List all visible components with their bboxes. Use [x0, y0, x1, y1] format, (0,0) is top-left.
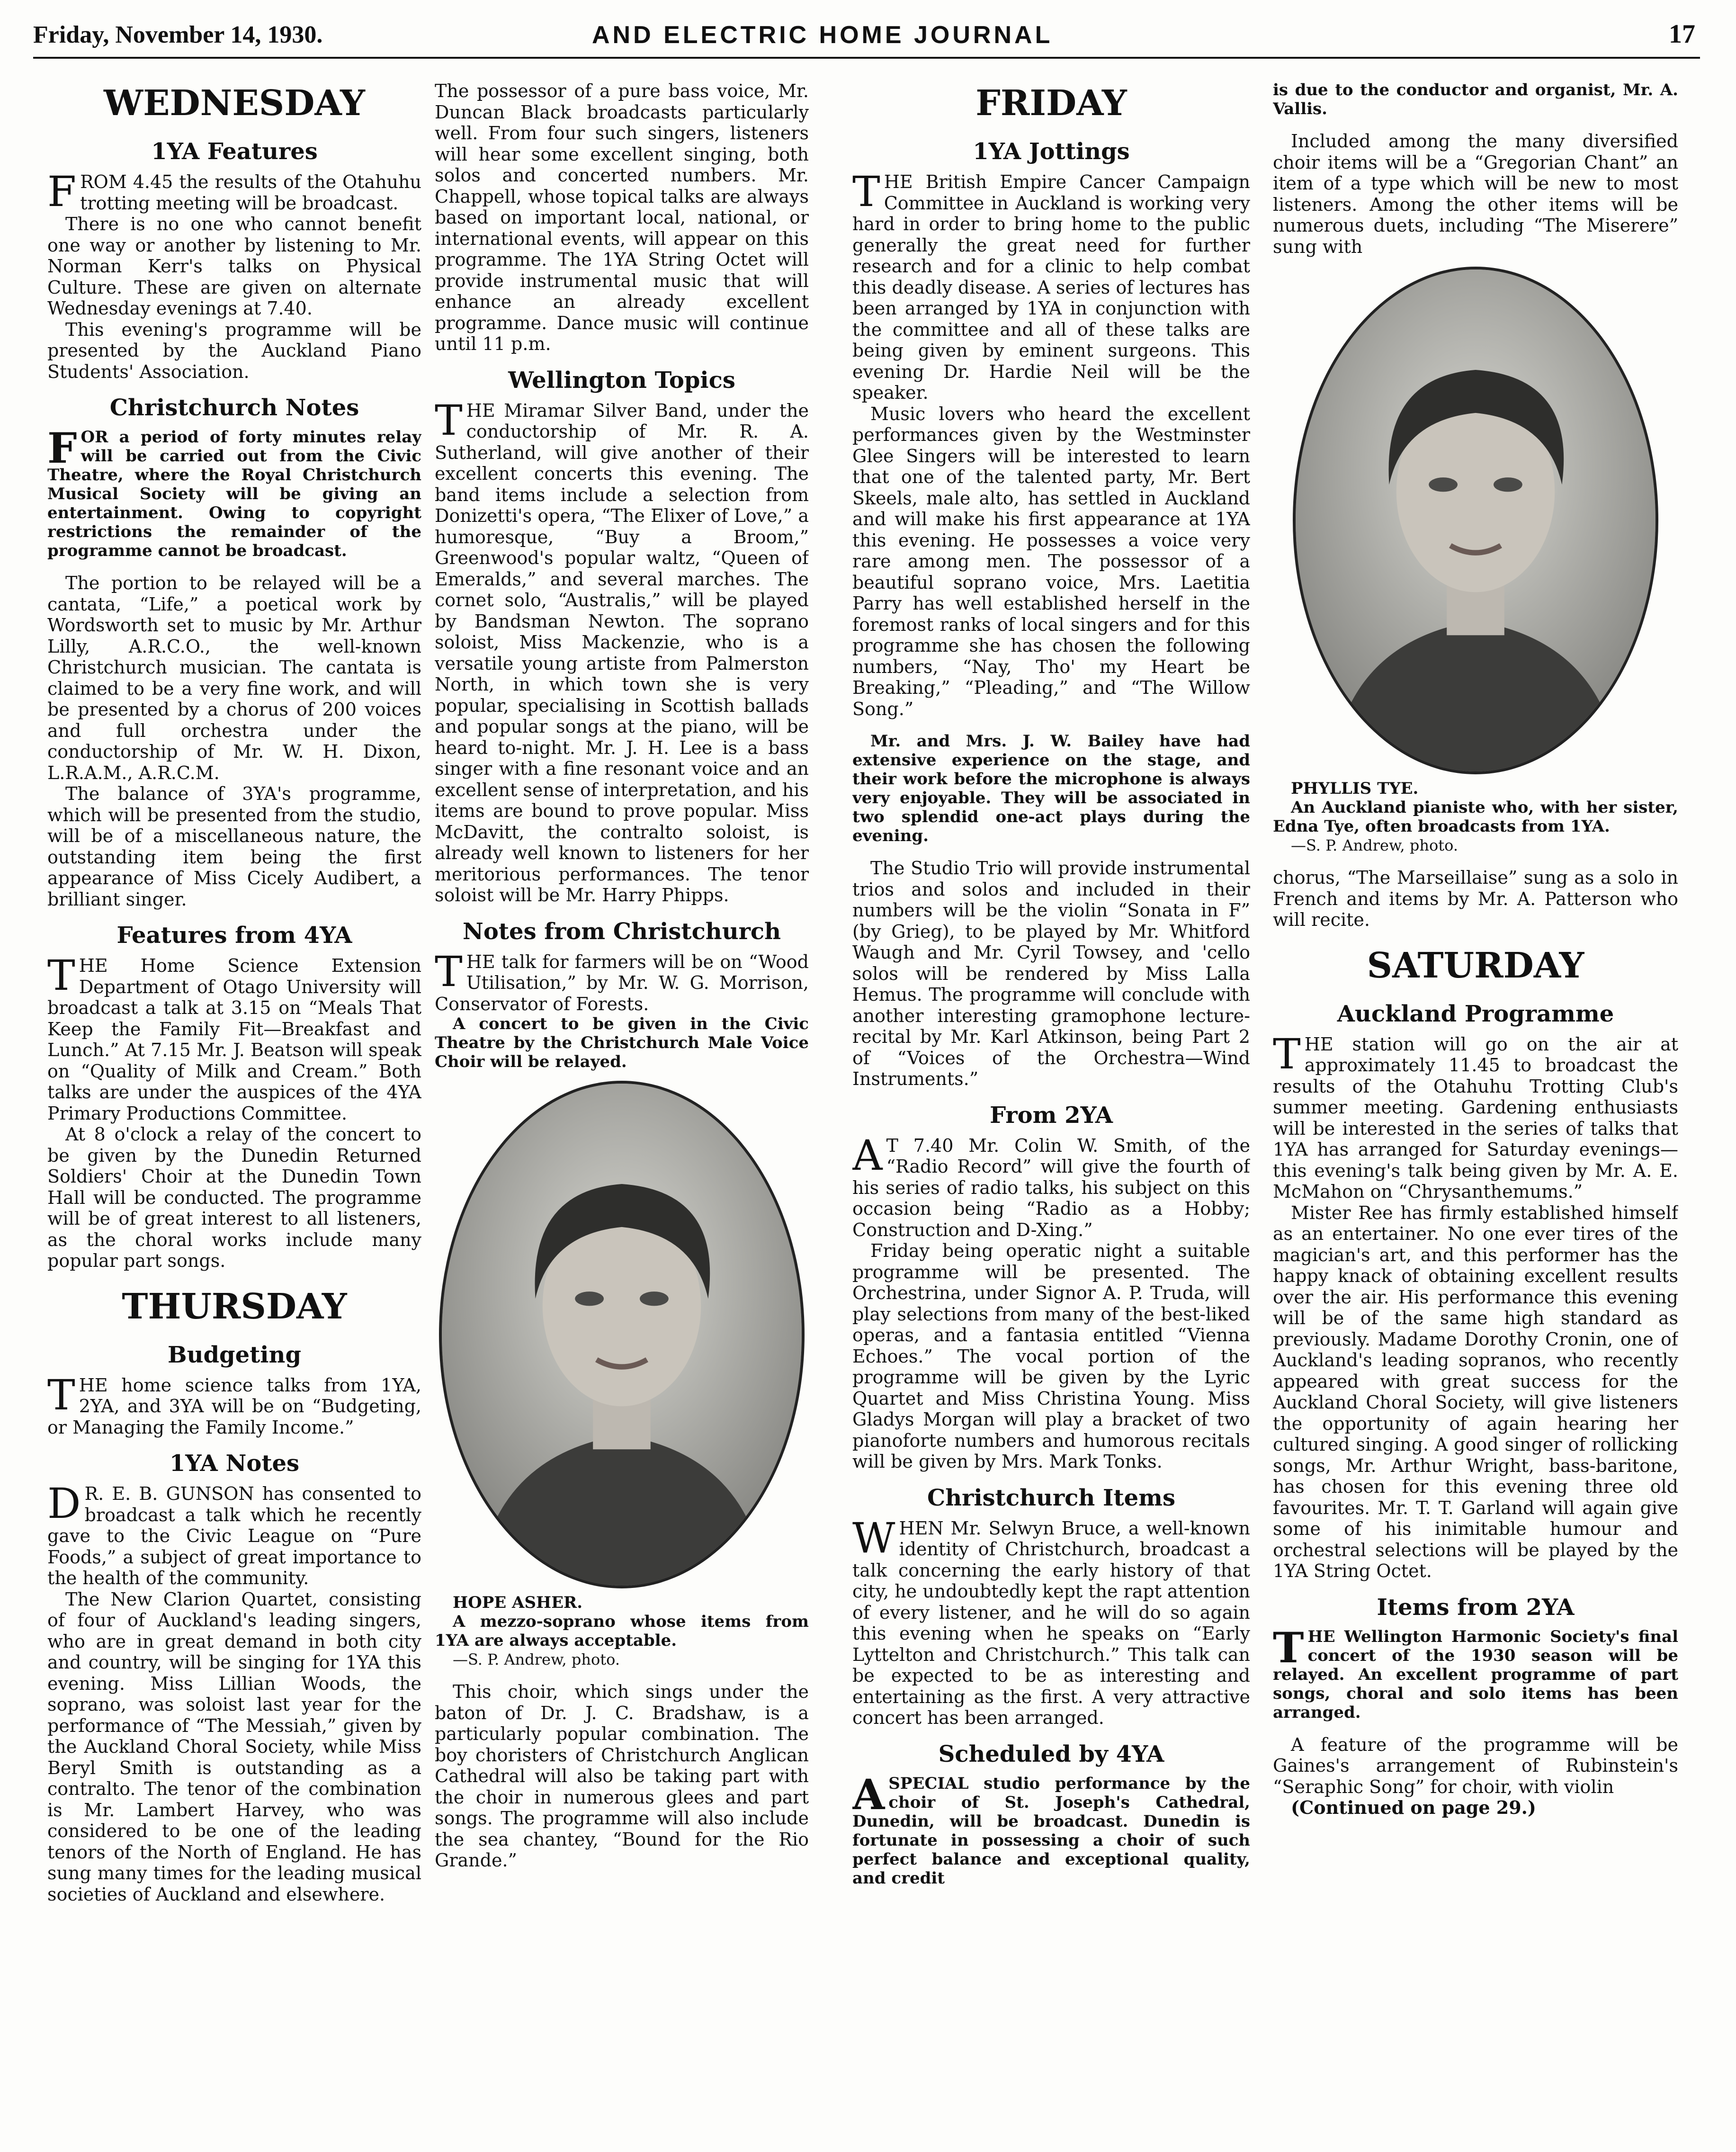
paragraph-text: 7.40 Mr. Colin W. Smith, of the “Radio Record” will give the fourth of his series of radio talks, his subject on this occasion being “Radio as a Hobby; Construction and D-Xing.” — [852, 1135, 1250, 1240]
lead-in: HE — [79, 955, 108, 976]
spacer — [1273, 931, 1678, 943]
paragraph — [852, 1513, 1250, 1729]
paragraph-text: is due to the conductor and organist, Mr. A. Vallis. — [1273, 81, 1678, 118]
lead-in: HE — [1307, 1627, 1335, 1646]
paragraph-text: Home Science Extension Department of Otago University will broadcast a talk at 3.15 on “Meals That Keep the Family Fit—Breakfast and Lunch.” At 7.15 Mr. J. Beatson will speak on “Quality of Milk and Cream.” Both talks are under the auspices of the 4YA Primary Productions Committee. — [47, 955, 421, 1124]
section-heading: Notes from Christchurch — [462, 918, 781, 945]
section-heading: Wellington Topics — [508, 367, 735, 394]
spacer — [47, 560, 421, 573]
paragraph — [1273, 1623, 1678, 1722]
spacer — [435, 1669, 809, 1681]
spacer — [47, 1272, 421, 1284]
continued-note: (Continued on page 29.) — [1291, 1797, 1536, 1818]
drop-cap: T — [1273, 1623, 1304, 1672]
drop-cap: T — [435, 947, 463, 996]
paragraph-text: E. B. GUNSON has consented to broadcast a talk which he recently gave to the Civic League on “Pure Foods,” a subject of great importance to the health of the community. — [47, 1483, 421, 1588]
day-heading: SATURDAY — [1367, 945, 1584, 986]
column-3 — [852, 81, 1250, 2117]
section-heading: Auckland Programme — [1337, 1000, 1614, 1027]
section-heading: From 2YA — [990, 1102, 1113, 1129]
lead-in: HE — [79, 1374, 108, 1396]
section-heading: Christchurch Notes — [109, 395, 359, 421]
paragraph — [47, 214, 421, 319]
lead-in: HE — [1304, 1033, 1333, 1055]
paragraph — [1273, 1029, 1678, 1202]
paragraph — [47, 167, 421, 216]
paragraph — [47, 1124, 421, 1272]
photo-caption: PHYLLIS TYE. — [1291, 779, 1419, 798]
lead-in: R. — [84, 1483, 104, 1504]
section-heading: Scheduled by 4YA — [938, 1740, 1164, 1767]
section-heading: 1YA Notes — [169, 1450, 300, 1477]
paragraph-text: The balance of 3YA's programme, which will be presented from the studio, will be of a miscellaneous nature, the outstanding item being the first appearance of Miss Cicely Audibert, a brilliant singer. — [47, 783, 421, 910]
paragraph — [852, 858, 1250, 1090]
paragraph — [852, 1130, 1250, 1241]
drop-cap: W — [852, 1513, 895, 1562]
paragraph — [1273, 1202, 1678, 1582]
lead-in: ROM — [80, 171, 127, 192]
portrait-photo — [1293, 267, 1658, 774]
photo-caption: HOPE ASHER. — [453, 1593, 583, 1612]
paragraph-text: 4.45 the results of the Otahuhu trotting meeting will be broadcast. — [80, 171, 421, 214]
lead-in: HE — [466, 951, 495, 972]
paragraph-text: A feature of the programme will be Gaines's arrangement of Rubinstein's “Seraphic Song” for choir, with violin — [1273, 1734, 1678, 1797]
section-heading: Items from 2YA — [1377, 1594, 1575, 1621]
paragraph — [47, 783, 421, 910]
spacer — [852, 845, 1250, 858]
column-1 — [47, 81, 421, 2117]
paragraph-text: British Empire Cancer Campaign Committee in Auckland is working very hard in order to bring home to the public generally the great need for further research and for a clinic to help combat this deadly disease. A series of lectures has been arranged by 1YA in conjunction with the committee and all of these talks are being given by eminent surgeons. This evening Dr. Hardie Neil will be the speaker. — [852, 171, 1250, 403]
lead-in: HE — [884, 171, 913, 192]
spacer — [1273, 118, 1678, 131]
paragraph-text: Wellington Harmonic Society's final concert of the 1930 season will be relayed. An excellent programme of part songs, choral and solo items has been arranged. — [1273, 1627, 1678, 1722]
paragraph — [435, 1014, 809, 1071]
paragraph — [435, 947, 809, 1015]
day-heading: WEDNESDAY — [104, 83, 365, 124]
masthead — [33, 14, 1700, 59]
spacer — [1273, 855, 1678, 867]
drop-cap: F — [47, 167, 77, 216]
lead-in: HEN — [899, 1517, 944, 1539]
spacer — [1273, 1722, 1678, 1734]
paragraph — [47, 319, 421, 383]
drop-cap: D — [47, 1479, 81, 1528]
page-number: 17 — [1669, 19, 1695, 49]
drop-cap: T — [1273, 1029, 1301, 1078]
paragraph-text: chorus, “The Marseillaise” sung as a solo in French and items by Mr. A. Patterson who will recite. — [1273, 867, 1678, 930]
section-heading: 1YA Jottings — [973, 138, 1130, 165]
drop-cap: T — [47, 951, 75, 1000]
paragraph — [852, 404, 1250, 720]
drop-cap: T — [435, 395, 463, 445]
photo-caption: A mezzo-soprano whose items from 1YA are always acceptable. — [435, 1612, 809, 1650]
column-2 — [435, 81, 809, 2117]
paragraph — [852, 1769, 1250, 1888]
paragraph-text: Friday being operatic night a suitable programme will be presented. The Orchestrina, under Signor A. P. Truda, will play selections from many of the best-liked operas, and a fantasia entitled “Vienna Echoes.” The vocal portion of the programme will be given by the Lyric Quartet and Miss Christina Young. Miss Gladys Morgan will play a bracket of two pianoforte numbers and humorous recitals will be given by Mrs. Mark Tonks. — [852, 1240, 1250, 1472]
paragraph — [1273, 1734, 1678, 1798]
paragraph-text: The possessor of a pure bass voice, Mr. Duncan Black broadcasts particularly well. From four such singers, listeners will hear some excellent singing, both solos and concerted numbers. Mr. Chappell, whose topical talks are always based on important local, national, or international events, will appear on this programme. The 1YA String Octet will provide instrumental music that will enhance an already excellent programme. Dance music will continue until 11 p.m. — [435, 81, 809, 354]
photo-credit: —S. P. Andrew, photo. — [1291, 836, 1458, 854]
paragraph — [852, 167, 1250, 404]
paragraph-text: home science talks from 1YA, 2YA, and 3YA will be on “Budgeting, or Managing the Family Income.” — [47, 1374, 421, 1438]
paragraph-text: The portion to be relayed will be a cantata, “Life,” a poetical work by Wordsworth set to music by Mr. Arthur Lilly, A.R.C.O., the well-known Christchurch musician. The cantata is claimed to be a very fine work, and will be presented by a chorus of 200 voices and full orchestra under the conductorship of Mr. W. H. Dixon, L.R.A.M., A.R.C.M. — [47, 573, 421, 783]
photo-credit: —S. P. Andrew, photo. — [453, 1650, 620, 1668]
section-heading: Features from 4YA — [116, 922, 352, 949]
paragraph-text: Included among the many diversified choir items will be a “Gregorian Chant” an item of a type which will be new to most listeners. Among the other items will be numerous duets, including “The Miserere” sung with — [1273, 131, 1678, 257]
day-heading: THURSDAY — [122, 1286, 347, 1327]
drop-cap: F — [47, 423, 77, 473]
paragraph-text: SPECIAL studio performance by the choir of St. Joseph's Cathedral, Dunedin, will be broadcast. Dunedin is fortunate in possessing a choir of such perfect balance and exceptional quality, and credit — [852, 1774, 1250, 1888]
paragraph — [1273, 131, 1678, 257]
paragraph-text: This evening's programme will be presented by the Auckland Piano Students' Association. — [47, 319, 421, 382]
portrait-hope — [435, 1081, 809, 1588]
paragraph — [47, 1589, 421, 1905]
drop-cap: T — [852, 167, 880, 216]
paragraph-text: Mr. Selwyn Bruce, a well-known identity of Christchurch, broadcast a talk concerning the early history of that city, he undoubtedly kept the rapt attention of every listener, and he will do so again this evening when he speaks on “Early Lyttelton and Christchurch.” This talk can be expected to be as interesting and entertaining as the first. A very attractive concert has been arranged. — [852, 1517, 1250, 1728]
paragraph — [47, 423, 421, 560]
paragraph — [435, 1681, 809, 1871]
paragraph — [47, 951, 421, 1124]
portrait-phyllis — [1273, 267, 1678, 774]
journal-title: AND ELECTRIC HOME JOURNAL — [592, 21, 1053, 49]
paragraph-text: The Studio Trio will provide instrumental trios and solos and included in their numbers will be the violin “Sonata in F” (by Grieg), to be played by Mr. Whitford Waugh and Mr. Cyril Towsey, and 'cello solos will be rendered by Miss Lalla Hemus. The programme will conclude with another interesting gramophone lecture-recital by Mr. Karl Atkinson, being Part 2 of “Voices of the Orchestra—Wind Instruments.” — [852, 858, 1250, 1089]
paragraph-text: A concert to be given in the Civic Theatre by the Christchurch Male Voice Choir will be relayed. — [435, 1014, 809, 1071]
drop-cap: A — [852, 1769, 885, 1819]
paragraph — [1273, 867, 1678, 931]
paragraph-text: Miramar Silver Band, under the conductorship of Mr. R. A. Sutherland, will give another of their excellent concerts this evening. The band items include a selection from Donizetti's opera, “The Elixer of Love,” a humoresque, “Buy a Broom,” Greenwood's popular waltz, “Queen of Emeralds,” and several marches. The cornet solo, “Australis,” will be played by Bandsman Newton. The soprano soloist, Miss Mackenzie, who is a versatile young artiste from Palmerston North, in which town she is very popular, specialising in Scottish ballads and popular songs at the piano, will be heard to-night. Mr. J. H. Lee is a bass singer with a fine resonant voice and an excellent sense of interpretation, and his items are bound to prove popular. Miss McDavitt, the contralto soloist, is already well known to listeners for her meritorious performances. The tenor soloist will be Mr. Harry Phipps. — [435, 400, 809, 906]
paragraph-text: There is no one who cannot benefit one way or another by listening to Mr. Norman Kerr's talks on Physical Culture. These are given on alternate Wednesday evenings at 7.40. — [47, 214, 421, 319]
paragraph-text: talk for farmers will be on “Wood Utilisation,” by Mr. W. G. Morrison, Conservator of Forests. — [435, 951, 809, 1014]
lead-in: OR — [81, 428, 108, 447]
paragraph — [47, 1479, 421, 1589]
section-heading: Budgeting — [168, 1341, 301, 1368]
portrait-photo — [439, 1081, 805, 1588]
lead-in: HE — [466, 400, 495, 421]
spacer — [852, 719, 1250, 732]
drop-cap: T — [47, 1370, 75, 1419]
column-4 — [1273, 81, 1678, 2117]
paragraph-text: Mr. and Mrs. J. W. Bailey have had extensive experience on the stage, and their work before the microphone is always very enjoyable. They will be associated in two splendid one-act plays during the evening. — [852, 732, 1250, 845]
paragraph — [47, 1370, 421, 1438]
section-heading: Christchurch Items — [927, 1484, 1175, 1511]
issue-date: Friday, November 14, 1930. — [33, 21, 323, 48]
paragraph-text: The New Clarion Quartet, consisting of four of Auckland's leading singers, who are in great demand in both city and country, will be singing for 1YA this evening. Miss Lillian Woods, the soprano, was soloist last year for the performance of “The Messiah,” given by the Auckland Choral Society, while Miss Beryl Smith is outstanding as a contralto. The tenor of the combination is Mr. Lambert Harvey, who was considered to be one of the leading tenors of the North of England. He has sung many times for the leading musical societies of Auckland and elsewhere. — [47, 1588, 421, 1905]
photo-caption: An Auckland pianiste who, with her sister, Edna Tye, often broadcasts from 1YA. — [1273, 798, 1678, 836]
lead-in: T — [886, 1135, 898, 1156]
day-heading: FRIDAY — [975, 83, 1127, 124]
paragraph — [47, 573, 421, 783]
paragraph-text: a period of forty minutes relay will be carried out from the Civic Theatre, where the Royal Christchurch Musical Society will be giving an entertainment. Owing to copyright restrictions the remainder of the programme cannot be broadcast. — [47, 428, 421, 560]
paragraph — [852, 732, 1250, 845]
paragraph — [435, 81, 809, 355]
paragraph — [852, 1240, 1250, 1472]
paragraph — [1273, 81, 1678, 118]
drop-cap: A — [852, 1130, 883, 1180]
paragraph-text: station will go on the air at approximately 11.45 to broadcast the results of the Otahuhu Trotting Club's summer meeting. Gardening enthusiasts will be interested in the series of talks that 1YA has arranged for Saturday evenings—this evening's talk being given by Mr. A. E. McMahon on “Chrysanthemums.” — [1273, 1033, 1678, 1202]
paragraph-text: Mister Ree has firmly established himself as an entertainer. No one ever tires of the magician's art, and this performer has the happy knack of obtaining excellent results over the air. His performance this evening will be of the same high standard as previously. Madame Dorothy Cronin, one of Auckland's leading sopranos, who recently appeared with great success for the Auckland Choral Society, will give listeners the opportunity of again hearing her cultured singing. A good singer of rollicking songs, Mr. Arthur Wright, bass-baritone, has chosen for this evening three old favourites. Mr. T. T. Garland will again give some of his inimitable humour and orchestral selections will be played by the 1YA String Octet. — [1273, 1202, 1678, 1581]
paragraph — [435, 395, 809, 906]
paragraph-text: This choir, which sings under the baton of Dr. J. C. Bradshaw, is a particularly popular combination. The boy choristers of Christchurch Anglican Cathedral will also be taking part with the choir in numerous glees and part songs. The programme will also include the sea chantey, “Bound for the Rio Grande.” — [435, 1681, 809, 1871]
paragraph-text: At 8 o'clock a relay of the concert to be given by the Dunedin Returned Soldiers' Choir at the Dunedin Town Hall will be conducted. The programme will be of great interest to all listeners, as the choral works include many popular part songs. — [47, 1124, 421, 1271]
section-heading: 1YA Features — [151, 138, 318, 165]
paragraph-text: Music lovers who heard the excellent performances given by the Westminster Glee Singers will be interested to learn that one of the talented party, Mr. Bert Skeels, male alto, has settled in Auckland and will make his first appearance at 1YA this evening. He possesses a voice very rare among men. The possessor of a beautiful soprano voice, Mrs. Laetitia Parry has well established herself in the foremost ranks of local singers and for this programme she has chosen the following numbers, “Nay, Tho' my Heart be Breaking,” “Pleading,” and “The Willow Song.” — [852, 403, 1250, 719]
